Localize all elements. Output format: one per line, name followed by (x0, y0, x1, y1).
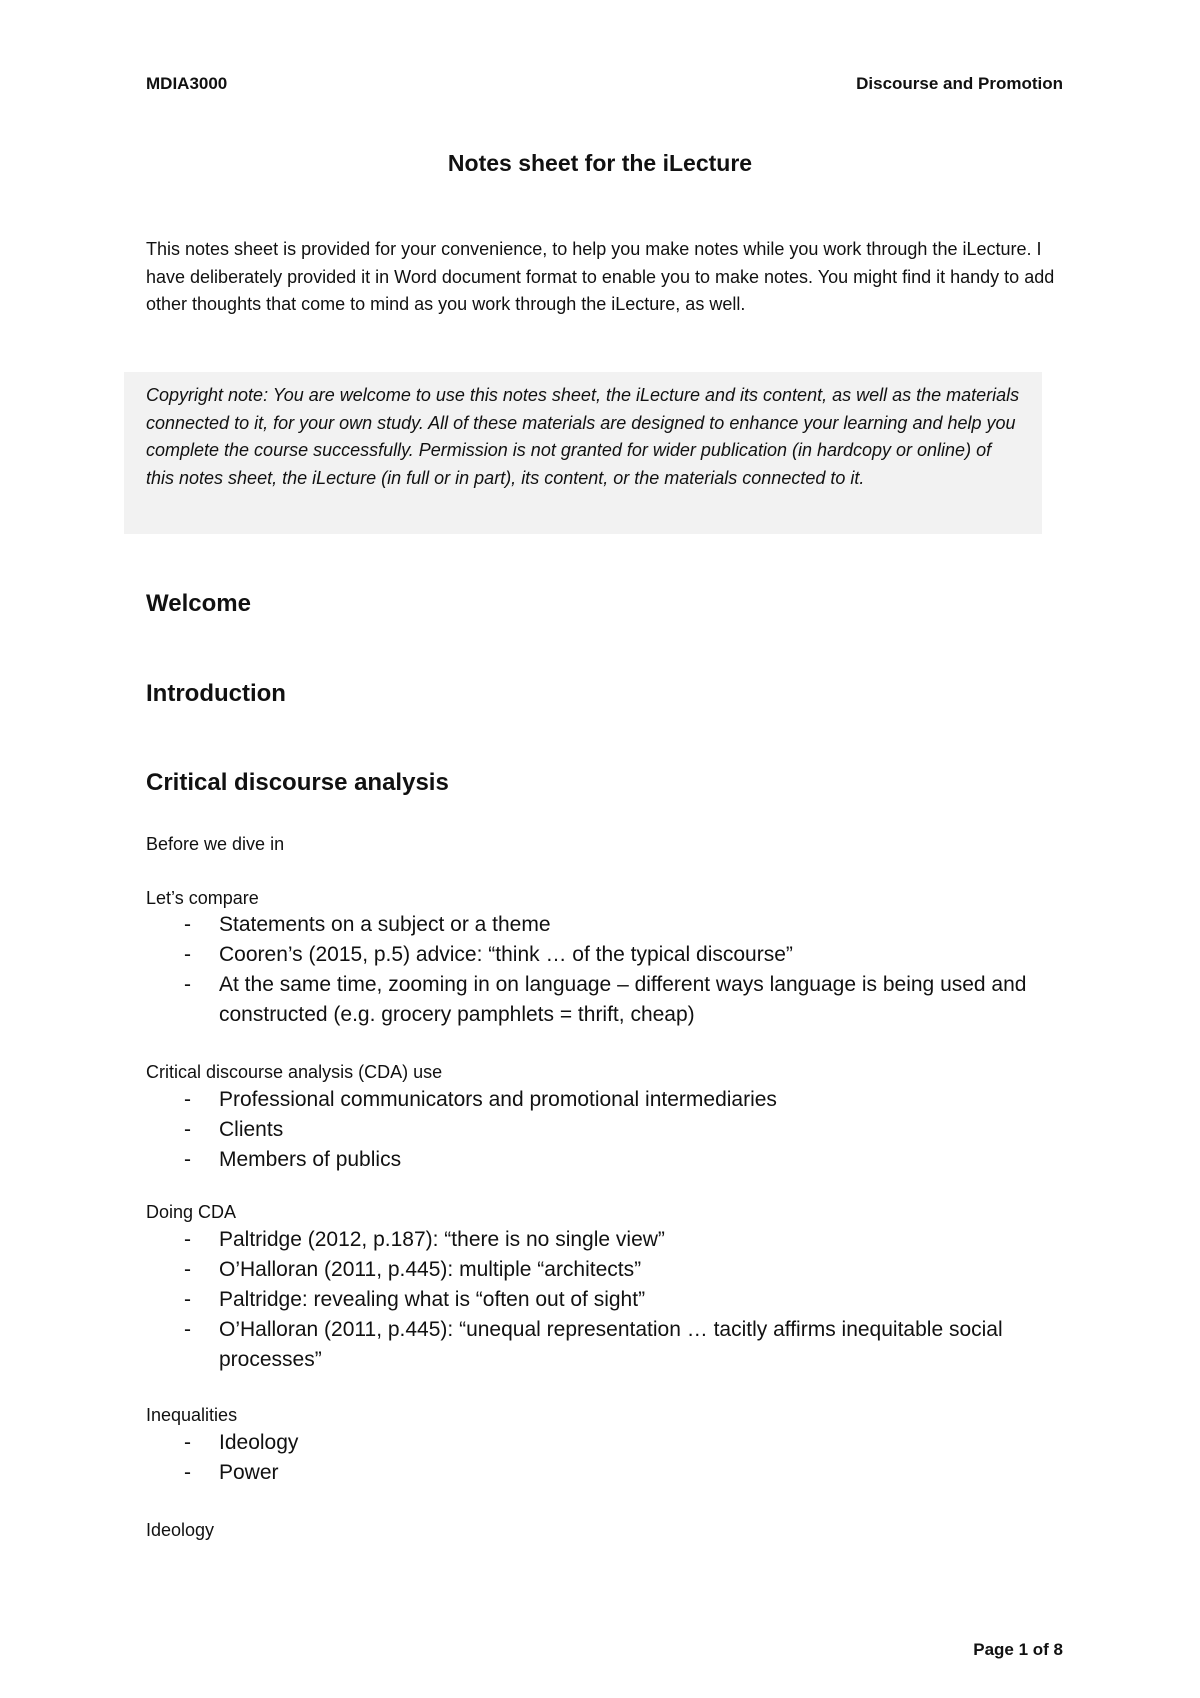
list-dash: - (184, 1318, 191, 1341)
list-item: - Power (146, 1458, 1076, 1488)
list-inequalities (146, 1428, 1076, 1488)
list-item: - O’Halloran (2011, p.445): multiple “architects” (146, 1255, 1076, 1285)
list-item: - At the same time, zooming in on language – different ways language is being used and constructed (e.g. grocery pamphlets = thrift, cheap) (146, 970, 1076, 1030)
heading-introduction: Introduction (146, 680, 286, 707)
label-before-we-dive-in: Before we dive in (146, 834, 285, 854)
page-number: Page 1 of 8 (973, 1640, 1063, 1659)
list-item: - Members of publics (146, 1145, 1076, 1175)
list-item: - Professional communicators and promotional intermediaries (146, 1085, 1076, 1115)
list-cda-use (146, 1085, 1076, 1175)
header-course-title: Discourse and Promotion (856, 74, 1063, 93)
list-dash: - (184, 1088, 191, 1111)
label-cda-use: Critical discourse analysis (CDA) use (146, 1062, 443, 1082)
list-item: - Paltridge (2012, p.187): “there is no single view” (146, 1225, 1076, 1255)
list-dash: - (184, 1431, 191, 1454)
heading-welcome: Welcome (146, 590, 251, 617)
label-inequalities: Inequalities (146, 1405, 238, 1425)
list-item: - Paltridge: revealing what is “often out of sight” (146, 1285, 1076, 1315)
list-dash: - (184, 1258, 191, 1281)
header-course-code: MDIA3000 (146, 74, 228, 93)
label-ideology: Ideology (146, 1520, 215, 1540)
list-dash: - (184, 973, 191, 996)
list-dash: - (184, 1118, 191, 1141)
list-item: - Ideology (146, 1428, 1076, 1458)
list-item: - Statements on a subject or a theme (146, 910, 1076, 940)
heading-critical-discourse-analysis: Critical discourse analysis (146, 769, 449, 796)
list-lets-compare (146, 910, 1076, 1030)
intro-paragraph: This notes sheet is provided for your convenience, to help you make notes while you work through the iLecture. I have deliberately provided it in Word document format to enable you to make notes. You might find it handy to add other thoughts that come to mind as you work through the iLecture, as well. (146, 239, 1055, 314)
document-title: Notes sheet for the iLecture (447, 150, 753, 176)
list-item: - O’Halloran (2011, p.445): “unequal representation … tacitly affirms inequitable social processes” (146, 1315, 1076, 1375)
list-dash: - (184, 943, 191, 966)
label-lets-compare: Let’s compare (146, 888, 259, 908)
label-doing-cda: Doing CDA (146, 1202, 237, 1222)
list-item: - Cooren’s (2015, p.5) advice: “think … of the typical discourse” (146, 940, 1076, 970)
list-dash: - (184, 1461, 191, 1484)
list-dash: - (184, 1288, 191, 1311)
list-doing-cda (146, 1225, 1076, 1375)
list-item: - Clients (146, 1115, 1076, 1145)
list-dash: - (184, 1148, 191, 1171)
list-dash: - (184, 1228, 191, 1251)
copyright-note: Copyright note: You are welcome to use this notes sheet, the iLecture and its content, as well as the materials connected to it, for your own study. All of these materials are designed to enhance your learning and help you complete the course successfully. Permission is not granted for wider publication (in hardcopy or online) of this notes sheet, the iLecture (in full or in part), its content, or the materials connected to it. (124, 372, 1042, 534)
list-dash: - (184, 913, 191, 936)
